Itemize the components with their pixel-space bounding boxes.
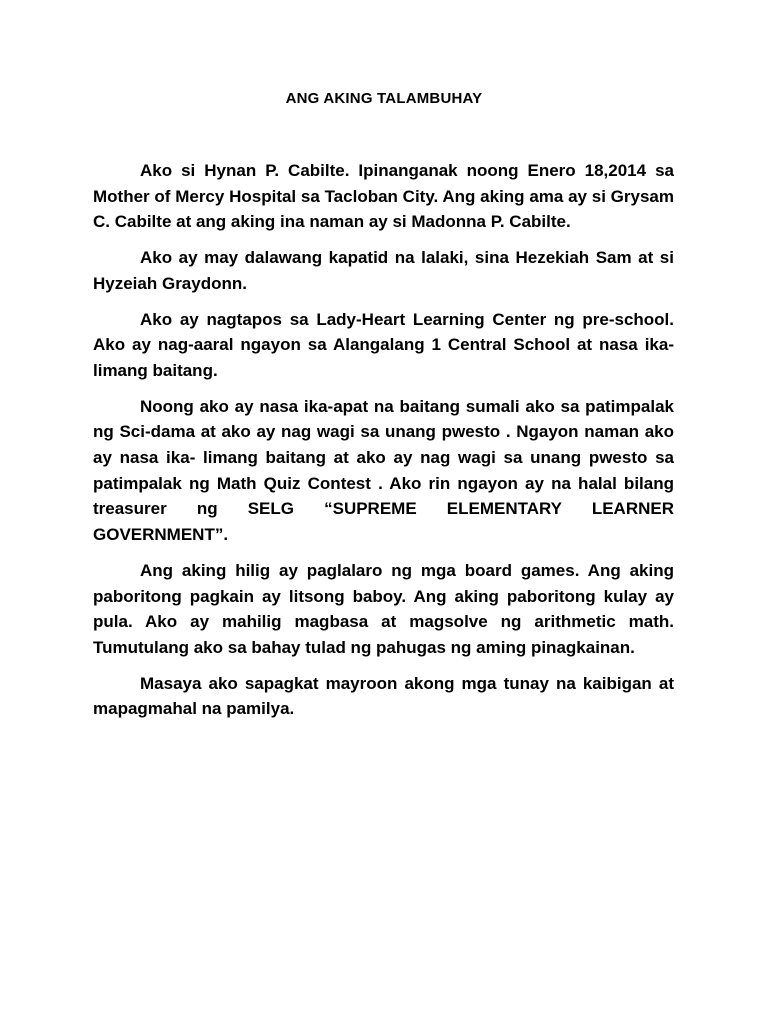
paragraph-birth: Ako si Hynan P. Cabilte. Ipinanganak noong Enero 18,2014 sa Mother of Mercy Hospital sa Tacloban City. Ang aking ama ay si Grysam C. Cabilte at ang aking ina naman ay si Madonna P. Cabilte. [93,161,674,232]
paragraph-siblings: Ako ay may dalawang kapatid na lalaki, sina Hezekiah Sam at si Hyzeiah Graydonn. [93,248,674,293]
document-title: ANG AKING TALAMBUHAY [285,90,483,107]
paragraph-closing: Masaya ako sapagkat mayroon akong mga tunay na kaibigan at mapagmahal na pamilya. [93,673,674,719]
document-body [93,158,674,732]
paragraph-achievements: Noong ako ay nasa ika-apat na baitang sumali ako sa patimpalak ng Sci-dama at ako ay nag wagi sa unang pwesto . Ngayon naman ako ay nasa ika- limang baitang at ako ay nag wagi sa unang pwesto sa patimpalak ng Math Quiz Contest . Ako rin ngayon ay na halal bilang treasurer ng SELG “SUPREME ELEMENTARY LEARNER GOVERNMENT”. [93,396,674,545]
paragraph-hobbies: Ang aking hilig ay paglalaro ng mga board games. Ang aking paboritong pagkain ay litsong baboy. Ang aking paboritong kulay ay pula. Ako ay mahilig magbasa at magsolve ng arithmetic math. Tumutulang ako sa bahay tulad ng pahugas ng aming pinagkainan. [93,560,674,657]
paragraph-schooling: Ako ay nagtapos sa Lady-Heart Learning Center ng pre-school. Ako ay nag-aaral ngayon sa Alangalang 1 Central School at nasa ika-limang baitang. [93,309,674,380]
